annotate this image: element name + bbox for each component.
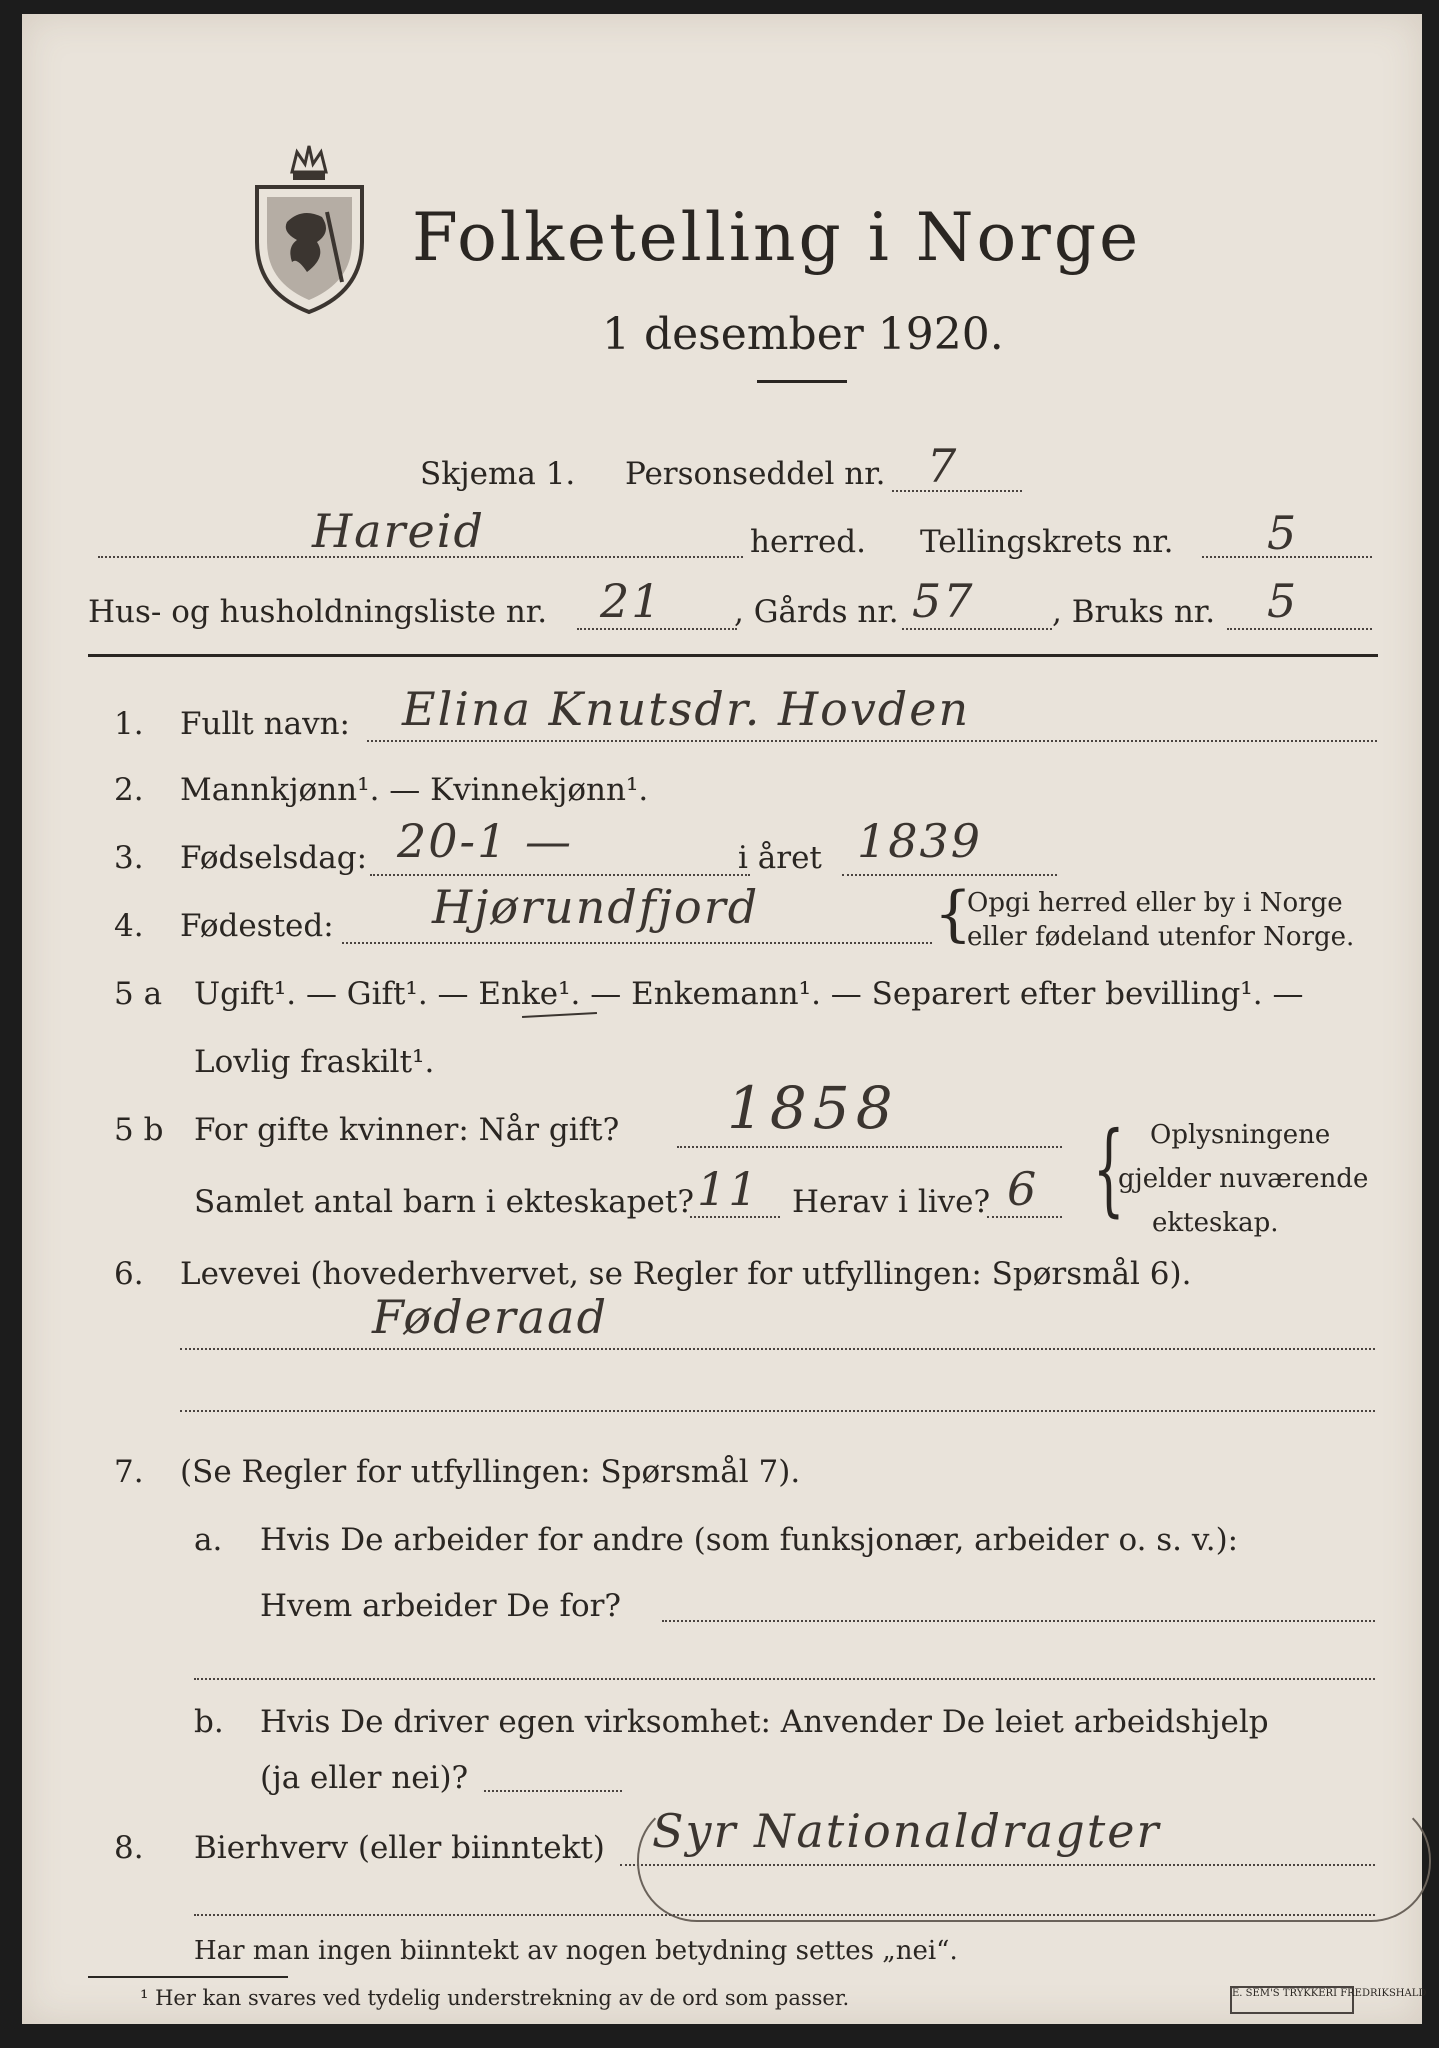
q1-number: 1. (114, 706, 144, 742)
personseddel-value: 7 (927, 439, 959, 493)
bruks-value: 5 (1267, 574, 1299, 628)
q7-label: (Se Regler for utfyllingen: Spørsmål 7). (180, 1454, 801, 1490)
gards-value: 57 (912, 574, 975, 628)
q7b-answer-line (484, 1790, 622, 1792)
q4-value: Hjørundfjord (432, 880, 760, 934)
q5b-children-label: Samlet antal barn i ekteskapet? (194, 1184, 694, 1220)
gards-label: , Gårds nr. (734, 594, 899, 630)
title-divider (757, 380, 847, 383)
q8-bracket (637, 1800, 1431, 1922)
q5b-children-value: 11 (697, 1162, 760, 1216)
q3-year-line (842, 874, 1057, 876)
q7a-answer-line (662, 1620, 1375, 1622)
q5b-line (677, 1146, 1062, 1148)
q2-number: 2. (114, 772, 144, 808)
footer-note: Har man ingen biinntekt av nogen betydning settes „nei“. (194, 1936, 958, 1966)
footnote-rule (88, 1976, 288, 1978)
q8-value: Syr Nationaldragter (652, 1804, 1161, 1858)
q2-label: Mannkjønn¹. — Kvinnekjønn¹. (180, 772, 649, 808)
q5b-brace: { (1092, 1110, 1125, 1227)
q1-value: Elina Knutsdr. Hovden (402, 682, 971, 736)
q5b-note-line2: gjelder nuværende (1118, 1164, 1369, 1194)
q5b-alive-label: Herav i live? (792, 1184, 991, 1220)
census-form (22, 14, 1427, 2024)
q5b-children-line (690, 1216, 780, 1218)
husliste-line (577, 628, 737, 630)
q3-value: 20-1 — (397, 814, 573, 868)
q4-note-line1: Opgi herred eller by i Norge (967, 888, 1343, 918)
q6-line1 (180, 1348, 1375, 1350)
page-subtitle: 1 desember 1920. (602, 309, 1004, 360)
q5b-number: 5 b (114, 1112, 164, 1148)
q3-line (370, 874, 750, 876)
q7a-number: a. (194, 1522, 223, 1558)
page-title: Folketelling i Norge (412, 199, 1142, 276)
q6-line2 (180, 1410, 1375, 1412)
q3-year-value: 1839 (857, 814, 983, 868)
q5a-line2: Lovlig fraskilt¹. (194, 1044, 435, 1080)
tellingskrets-value: 5 (1267, 506, 1299, 560)
printer-stamp: E. SEM'S TRYKKERI FREDRIKSHALD (1230, 1986, 1354, 2014)
bruks-line (1227, 628, 1372, 630)
husliste-value: 21 (600, 574, 663, 628)
q4-brace: { (934, 879, 973, 949)
q5a-line1: Ugift¹. — Gift¹. — Enke¹. — Enkemann¹. — Separert efter bevilling¹. — (194, 976, 1304, 1012)
tellingskrets-label: Tellingskrets nr. (920, 524, 1174, 560)
herred-value: Hareid (312, 504, 485, 558)
q5b-note-line1: Oplysningene (1150, 1120, 1331, 1150)
q3-label: Fødselsdag: (180, 840, 368, 876)
skjema-label: Skjema 1. (420, 456, 576, 492)
q5b-label: For gifte kvinner: Når gift? (194, 1112, 620, 1148)
q5b-value: 1858 (727, 1074, 899, 1142)
q4-number: 4. (114, 908, 144, 944)
q5b-alive-value: 6 (1007, 1162, 1039, 1216)
herred-label: herred. (750, 524, 866, 560)
q3-number: 3. (114, 840, 144, 876)
q7a-line1: Hvis De arbeider for andre (som funksjonær, arbeider o. s. v.): (260, 1522, 1239, 1558)
q7b-line1: Hvis De driver egen virksomhet: Anvender De leiet arbeidshjelp (260, 1704, 1269, 1740)
q7a-extra-line (194, 1678, 1375, 1680)
q1-label: Fullt navn: (180, 706, 350, 742)
husliste-label: Hus- og husholdningsliste nr. (88, 594, 548, 630)
header-divider (88, 654, 1378, 657)
personseddel-label: Personseddel nr. (625, 456, 886, 492)
q4-note-line2: eller fødeland utenfor Norge. (967, 922, 1355, 952)
q8-number: 8. (114, 1830, 144, 1866)
q7-number: 7. (114, 1454, 144, 1490)
q7a-line2: Hvem arbeider De for? (260, 1588, 622, 1624)
footnote: ¹ Her kan svares ved tydelig understrekning av de ord som passer. (140, 1986, 850, 2010)
q6-value: Føderaad (372, 1290, 609, 1344)
q5a-number: 5 a (114, 976, 163, 1012)
bruks-label: , Bruks nr. (1052, 594, 1216, 630)
q8-label: Bierhverv (eller biinntekt) (194, 1830, 605, 1866)
gards-line (902, 628, 1052, 630)
q3-year-label: i året (738, 840, 822, 876)
enke-underline (522, 1012, 597, 1018)
q7b-line2: (ja eller nei)? (260, 1760, 469, 1796)
q4-label: Fødested: (180, 908, 334, 944)
q8-extra-line (194, 1914, 1375, 1916)
q6-label: Levevei (hovederhvervet, se Regler for utfyllingen: Spørsmål 6). (180, 1256, 1192, 1292)
q6-number: 6. (114, 1256, 144, 1292)
q1-line (367, 740, 1377, 742)
q7b-number: b. (194, 1704, 224, 1740)
q4-line (342, 942, 932, 944)
coat-of-arms-icon (247, 132, 372, 317)
q5b-alive-line (987, 1216, 1062, 1218)
q5b-note-line3: ekteskap. (1152, 1208, 1279, 1238)
